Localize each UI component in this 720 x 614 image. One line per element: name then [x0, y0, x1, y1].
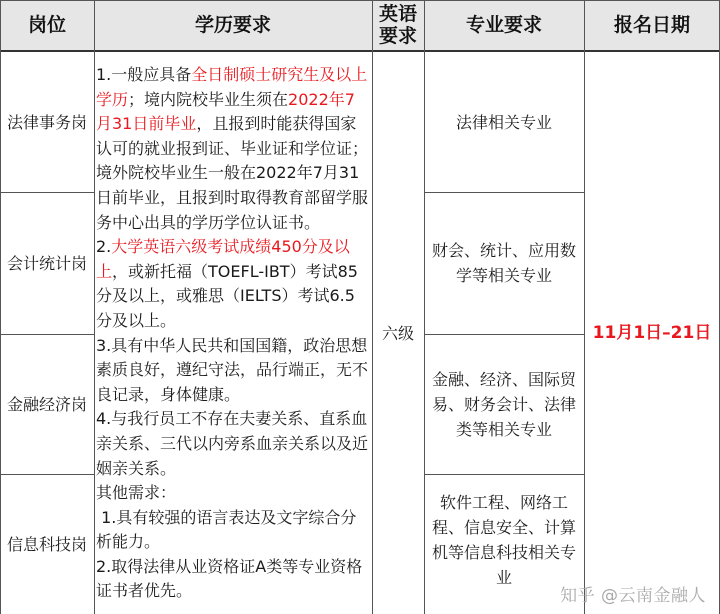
- edu-text: 2.: [96, 237, 112, 257]
- position-cell: [0, 52, 94, 192]
- major-cell: [432, 490, 576, 600]
- position-cell: [0, 474, 94, 614]
- edu-text: ，或新托福（TOEFL-IBT）考试85分及以上，或雅思（IELTS）考试6.5分及以上。: [96, 261, 358, 330]
- date-value: 11月1日–21日: [592, 322, 712, 343]
- header-date-label: 报名日期: [613, 14, 690, 36]
- edu-item-1: [96, 63, 368, 235]
- major-text: 法律相关专业: [455, 112, 552, 132]
- edu-item-4: 4.与我行员工不存在夫妻关系、直系血亲关系、三代以内旁系血亲关系以及近姻亲关系。: [96, 409, 369, 478]
- date-cell: [584, 52, 720, 614]
- major-text: 软件工程、网络工程、信息安全、计算机等信息科技相关专业: [432, 493, 577, 587]
- divider: [424, 0, 425, 614]
- position-name: 信息科技岗: [6, 534, 87, 554]
- divider: [0, 0, 1, 614]
- edu-other-1: 1.具有较强的语言表达及文字综合分析能力。: [96, 507, 357, 552]
- edu-text: ；境内院校毕业生须在: [128, 89, 289, 109]
- divider: [584, 0, 585, 614]
- edu-item-2: [96, 235, 368, 333]
- divider: [372, 0, 373, 614]
- english-cell: [372, 52, 424, 614]
- header-major: [424, 0, 584, 50]
- edu-highlight: 大学英语六级考试成绩450分及以上: [96, 237, 350, 281]
- edu-text: ，且报到时能获得国家认可的就业报到证、毕业证和学位证；境外院校毕业生一般在2022年7月31日前毕业，且报到时取得教育部留学服务中心出具的学历学位认证书。: [96, 114, 369, 232]
- header-education-label: 学历要求: [194, 14, 271, 36]
- edu-other-2: 2.取得法律从业资格证A类等专业资格证书者优先。: [96, 556, 363, 601]
- major-text: 金融、经济、国际贸易、财务会计、法律类等相关专业: [432, 369, 577, 439]
- major-text: 财会、统计、应用数学等相关专业: [432, 241, 577, 285]
- major-cell: [432, 334, 576, 474]
- position-name: 会计统计岗: [6, 253, 87, 273]
- watermark: 知乎 @云南金融人: [560, 586, 706, 606]
- header-major-label: 专业要求: [465, 14, 542, 36]
- edu-highlight: 全日制硕士研究生及以上学历: [96, 65, 368, 109]
- position-cell: [0, 334, 94, 474]
- header-education: [94, 0, 372, 50]
- education-requirements: [96, 63, 368, 604]
- divider: [0, 334, 94, 335]
- divider: [94, 0, 95, 614]
- position-cell: [0, 192, 94, 334]
- header-english-label: 英语 要求: [378, 3, 417, 47]
- edu-text: 1.一般应具备: [96, 65, 192, 84]
- divider: [0, 0, 720, 1]
- divider: [0, 474, 94, 475]
- edu-highlight: 2022年7月31日前毕业: [96, 89, 355, 134]
- divider: [424, 334, 584, 335]
- english-value: 六级: [381, 323, 414, 343]
- edu-other-title: 其他需求：: [96, 483, 177, 503]
- divider: [424, 192, 584, 193]
- major-cell: [432, 192, 576, 334]
- edu-item-3: 3.具有中华人民共和国国籍，政治思想素质良好，遵纪守法，品行端正，无不良记录，身体健康。: [96, 335, 369, 404]
- header-english: [372, 0, 424, 50]
- header-position-label: 岗位: [27, 14, 66, 36]
- position-name: 法律事务岗: [6, 112, 87, 132]
- header-date: [584, 0, 720, 50]
- header-position: [0, 0, 94, 50]
- position-name: 金融经济岗: [6, 394, 87, 414]
- divider: [0, 192, 94, 193]
- divider: [424, 474, 584, 475]
- major-cell: [430, 52, 578, 192]
- divider: [0, 50, 720, 52]
